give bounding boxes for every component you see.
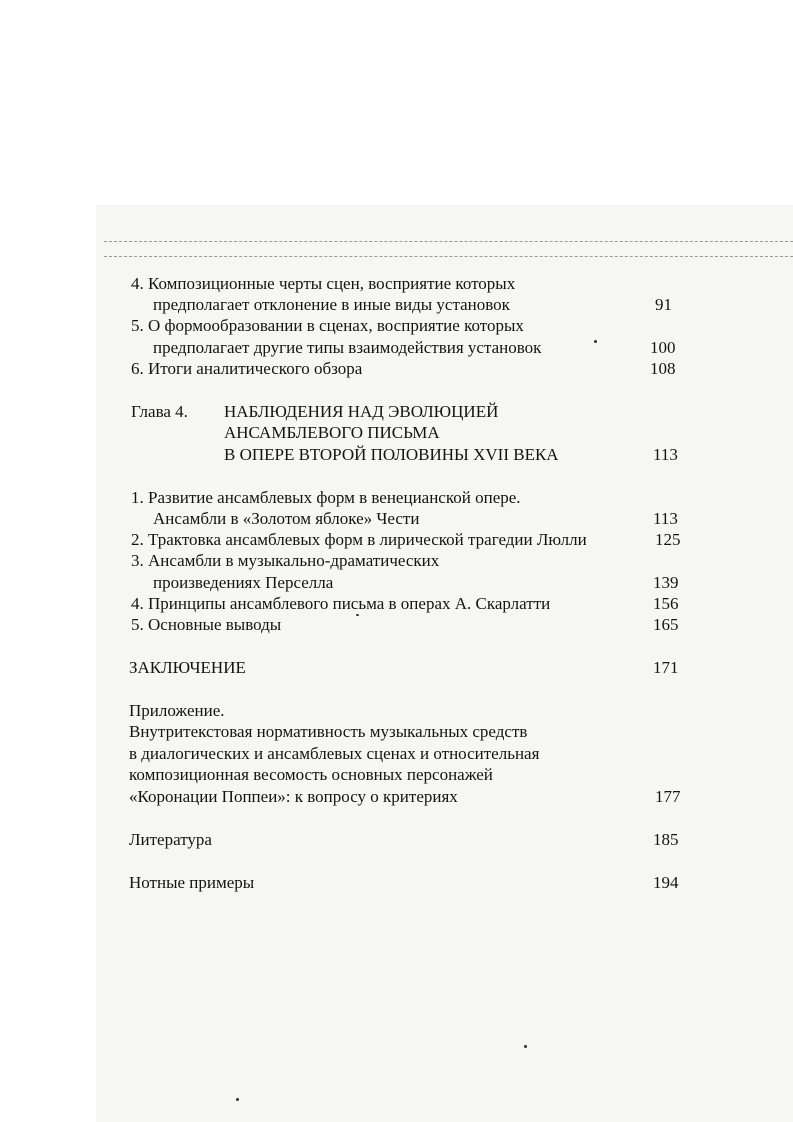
toc-ch3-item5-page: 100 [650,338,676,357]
toc-ch4-item3-line2: произведениях Перселла [153,573,334,592]
toc-ch4-item1-page: 113 [653,509,678,528]
toc-ch3-item4-line2: предполагает отклонение в иные виды установок [153,295,510,314]
toc-ch3-item5-line2: предполагает другие типы взаимодействия установок [153,338,542,357]
toc-appendix-line4: композиционная весомость основных персонажей [129,765,493,784]
toc-conclusion-page: 171 [653,658,679,677]
toc-ch4-item3-page: 139 [653,573,679,592]
toc-literature-page: 185 [653,830,679,849]
toc-chapter4-title-line2: АНСАМБЛЕВОГО ПИСЬМА [224,423,440,442]
toc-ch3-item4-page: 91 [655,295,672,314]
toc-chapter4-label: Глава 4. [131,402,188,421]
toc-ch4-item2-page: 125 [655,530,681,549]
toc-ch3-item4-line1: 4. Композиционные черты сцен, восприятие которых [131,274,516,293]
dashed-rule-top [104,241,793,242]
toc-ch4-item1-line1: 1. Развитие ансамблевых форм в венецианской опере. [131,488,521,507]
toc-appendix-line1: Приложение. [129,701,225,720]
toc-ch3-item6-page: 108 [650,359,676,378]
toc-chapter4-title-line1: НАБЛЮДЕНИЯ НАД ЭВОЛЮЦИЕЙ [224,402,499,421]
toc-ch4-item2-line1: 2. Трактовка ансамблевых форм в лирической трагедии Люлли [131,530,587,549]
toc-examples-page: 194 [653,873,679,892]
toc-examples-label: Нотные примеры [129,873,255,892]
toc-ch3-item5-line1: 5. О формообразовании в сценах, восприятие которых [131,316,524,335]
toc-ch4-item4-page: 156 [653,594,679,613]
toc-ch4-item5-line1: 5. Основные выводы [131,615,282,634]
toc-ch3-item6-line1: 6. Итоги аналитического обзора [131,359,363,378]
toc-appendix-line2: Внутритекстовая нормативность музыкальных средств [129,722,528,741]
toc-appendix-page: 177 [655,787,681,806]
toc-ch4-item5-page: 165 [653,615,679,634]
toc-ch4-item4-line1: 4. Принципы ансамблевого письма в операх А. Скарлатти [131,594,551,613]
scan-speck [356,614,359,616]
scan-speck [594,340,597,343]
toc-appendix-line3: в диалогических и ансамблевых сценах и относительная [129,744,540,763]
toc-ch4-item3-line1: 3. Ансамбли в музыкально-драматических [131,551,440,570]
dashed-rule-bottom [104,256,793,257]
toc-literature-label: Литература [129,830,212,849]
toc-conclusion-label: ЗАКЛЮЧЕНИЕ [129,658,246,677]
toc-ch4-item1-line2: Ансамбли в «Золотом яблоке» Чести [153,509,420,528]
toc-chapter4-title-line3: В ОПЕРЕ ВТОРОЙ ПОЛОВИНЫ XVII ВЕКА [224,445,559,464]
scan-speck [236,1098,239,1101]
scan-speck [524,1045,527,1048]
toc-appendix-line5: «Коронации Поппеи»: к вопросу о критериях [129,787,458,806]
toc-chapter4-page: 113 [653,445,678,464]
